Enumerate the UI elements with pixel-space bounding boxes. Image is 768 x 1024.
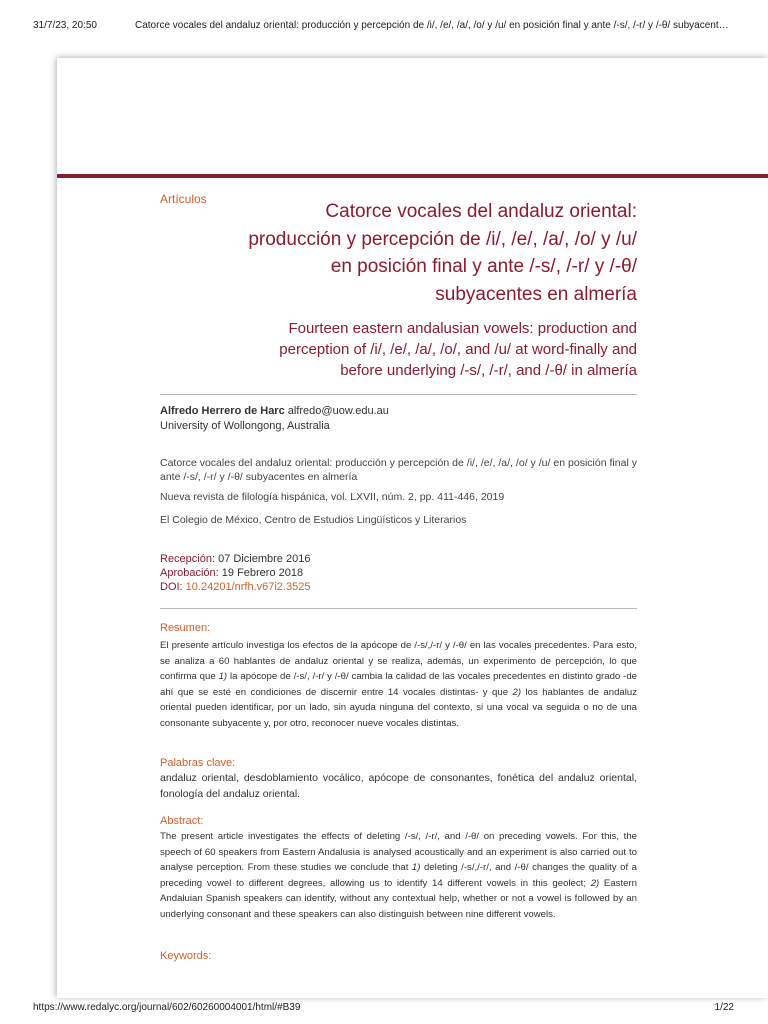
palabras-clave-text: andaluz oriental, desdoblamiento vocálico, apócope de consonantes, fonética del andaluz oriental, fonología del andaluz oriental. bbox=[160, 772, 637, 800]
abstract-enum: 1) bbox=[411, 862, 421, 873]
print-page-number: 1/22 bbox=[714, 1002, 734, 1013]
journal-info: Nueva revista de filología hispánica, vol. LXVII, núm. 2, pp. 411-446, 2019 bbox=[160, 491, 505, 503]
print-doc-title: Catorce vocales del andaluz oriental: producción y percepción de /i/, /e/, /a/, /o/ y /u/ en posición final y ante /-s/, /-r/ y /-θ/ subyacent… bbox=[135, 20, 729, 31]
print-footer bbox=[0, 994, 768, 1024]
reception-date: 07 Diciembre 2016 bbox=[215, 553, 311, 565]
citation-title: Catorce vocales del andaluz oriental: producción y percepción de /i/, /e/, /a/, /o/ y /u/ en posición final y ante /-s/, /-r/ y /-θ/ subyacentes en almería bbox=[160, 457, 637, 483]
abstract-part: deleting /-s/,/-r/, and /-θ/ changes the quality of a preceding vowel to different degrees, allowing us to identify 14 different vowels in this geolect; bbox=[160, 862, 637, 889]
author-block bbox=[160, 404, 389, 434]
dates-block bbox=[160, 552, 310, 594]
abstract-part: The present article investigates the effects of deleting /-s/, /-r/, and /-θ/ on preceding vowels. For this, the speech of 60 speakers from Eastern Andalusia is analysed acoustically and an experiment is also carried out to analyse perception. From these studies we conclude that bbox=[160, 831, 637, 873]
doi-label: DOI: bbox=[160, 581, 183, 593]
resumen-part: El presente artículo investiga los efectos de la apócope de /-s/,/-r/ y /-θ/ en las vocales precedentes. Para esto, se analiza a 60 hablantes de andaluz oriental y se realiza, además, un experimento de percepción, lo que confirma que bbox=[160, 640, 637, 682]
author-name: Alfredo Herrero de Harc bbox=[160, 405, 285, 417]
citation-block bbox=[160, 456, 637, 527]
header-rule bbox=[57, 174, 768, 178]
publisher-info: El Colegio de México, Centro de Estudios Lingüísticos y Literarios bbox=[160, 514, 467, 526]
author-affiliation: University of Wollongong, Australia bbox=[160, 420, 330, 432]
print-url[interactable]: https://www.redalyc.org/journal/602/60260004001/html/#B39 bbox=[33, 1002, 301, 1013]
resumen-enum: 2) bbox=[512, 686, 522, 698]
abstract-enum: 2) bbox=[590, 877, 600, 889]
reception-label: Recepción: bbox=[160, 553, 216, 565]
print-header bbox=[0, 0, 768, 40]
abstract-part: Eastern Andaluian Spanish speakers can identify, without any contextual help, whether or not a vowel is followed by an underlying consonant and these speakers can also distinguish between nine different vowels. bbox=[160, 877, 637, 920]
doi-link[interactable]: 10.24201/nrfh.v67i2.3525 bbox=[182, 581, 311, 593]
print-datetime: 31/7/23, 20:50 bbox=[33, 20, 97, 31]
resumen-enum: 1) bbox=[218, 671, 228, 682]
section-label[interactable]: Artículos bbox=[160, 192, 207, 206]
keywords-heading: Keywords: bbox=[160, 950, 212, 962]
resumen-text bbox=[160, 638, 637, 731]
palabras-clave-heading: Palabras clave: bbox=[160, 757, 236, 769]
resumen-part: los hablantes de andaluz oriental pueden identificar, por un lado, sin ayuda ninguna del contexto, si una vocal va seguida o no de una consonante subyacente y, por otro, reconocer nueve vocales distintas. bbox=[160, 686, 637, 729]
divider bbox=[160, 394, 637, 395]
resumen-part: la apócope de /-s/, /-r/ y /-θ/ cambia la calidad de las vocales precedentes en distinto grado -de ahí que se esté en condiciones de discernir entre 14 vocales distintas- y que bbox=[160, 671, 638, 698]
author-email[interactable]: alfredo@uow.edu.au bbox=[287, 405, 389, 417]
approval-date: 19 Febrero 2018 bbox=[218, 567, 304, 579]
article-title-spanish: Catorce vocales del andaluz oriental: producción y percepción de /i/, /e/, /a/, /o/ y /u/ en posición final y ante /-s/, /-r/ y /-θ/ subyacentes en almería bbox=[248, 201, 637, 305]
abstract-text bbox=[160, 829, 637, 922]
article-title-english: Fourteen eastern andalusian vowels: production and perception of /i/, /e/, /a/, /o/, and /u/ at word-finally and before underlying /-s/, /-r/, and /-θ/ in almería bbox=[279, 320, 637, 379]
divider bbox=[160, 608, 637, 609]
resumen-heading: Resumen: bbox=[160, 622, 211, 634]
approval-label: Aprobación: bbox=[160, 567, 219, 579]
abstract-heading: Abstract: bbox=[160, 815, 204, 827]
